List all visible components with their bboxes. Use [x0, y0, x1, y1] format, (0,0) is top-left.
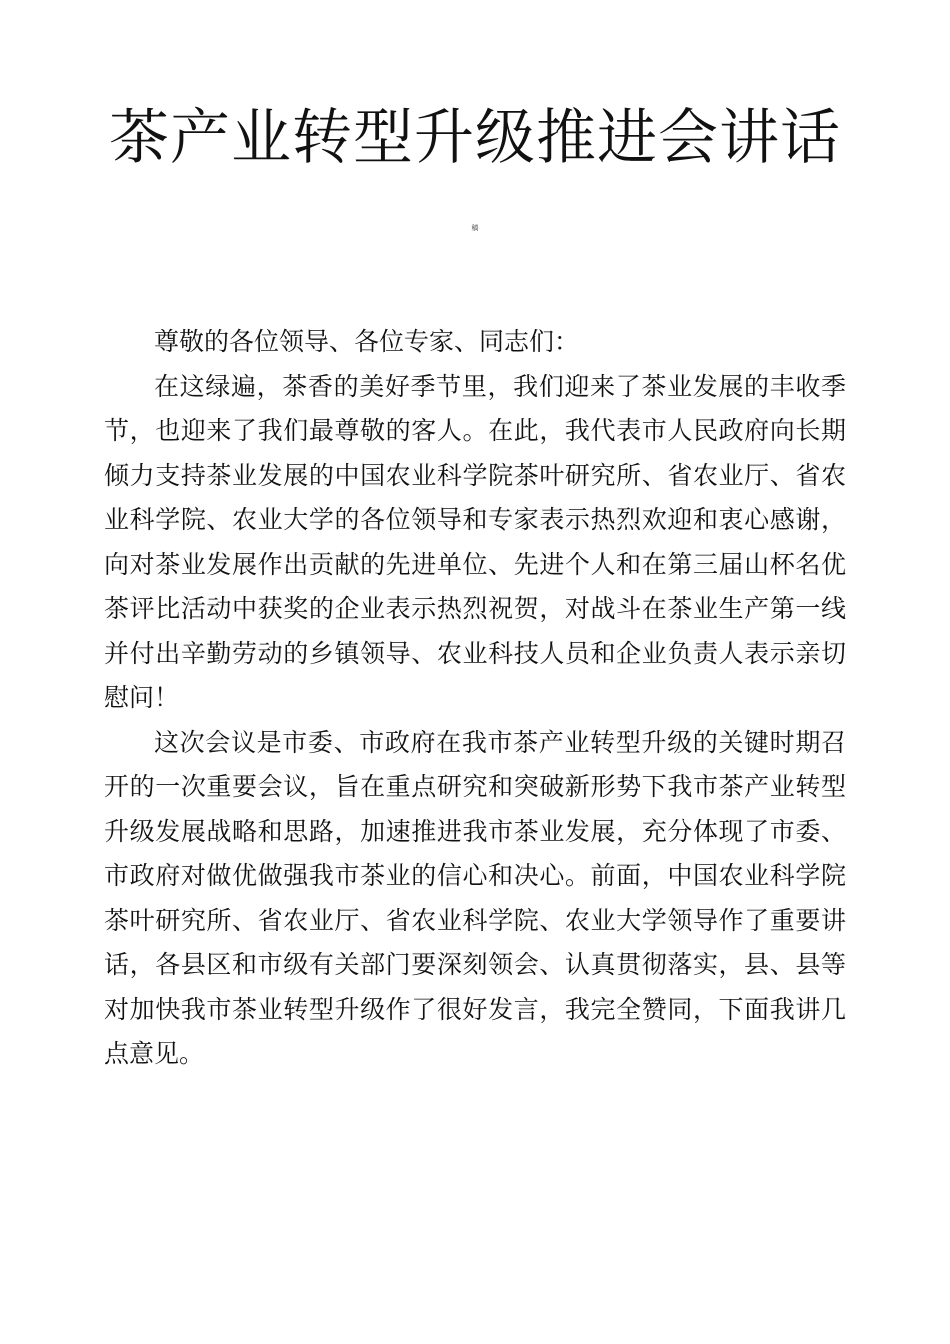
document-title: 茶产业转型升级推进会讲话: [109, 103, 841, 173]
salutation: 尊敬的各位领导、各位专家、同志们：: [154, 327, 580, 356]
paragraph-welcome: 在这绿遍，茶香的美好季节里，我们迎来了茶业发展的丰收季节，也迎来了我们最尊敬的客人。在此，我代表市人民政府向长期倾力支持茶业发展的中国农业科学院茶叶研究所、省农业厅、省农业科学院、农业大学的各位领导和专家表示热烈欢迎和衷心感谢，向对茶业发展作出贡献的先进单位、先进个人和在第三届山杯名优茶评比活动中获奖的企业表示热烈祝贺，对战斗在茶业生产第一线并付出辛勤劳动的乡镇领导、农业科技人员和企业负责人表示亲切慰问！: [104, 371, 846, 712]
document-body: [104, 320, 846, 1077]
document-note: 稿: [471, 224, 479, 232]
paragraph-meeting-purpose: 这次会议是市委、市政府在我市茶产业转型升级的关键时期召开的一次重要会议，旨在重点研究和突破新形势下我市茶产业转型升级发展战略和思路，加速推进我市茶业发展，充分体现了市委、市政府对做优做强我市茶业的信心和决心。前面，中国农业科学院茶叶研究所、省农业厅、省农业科学院、农业大学领导作了重要讲话，各县区和市级有关部门要深刻领会、认真贯彻落实，县、县等对加快我市茶业转型升级作了很好发言，我完全赞同，下面我讲几点意见。: [104, 727, 846, 1068]
